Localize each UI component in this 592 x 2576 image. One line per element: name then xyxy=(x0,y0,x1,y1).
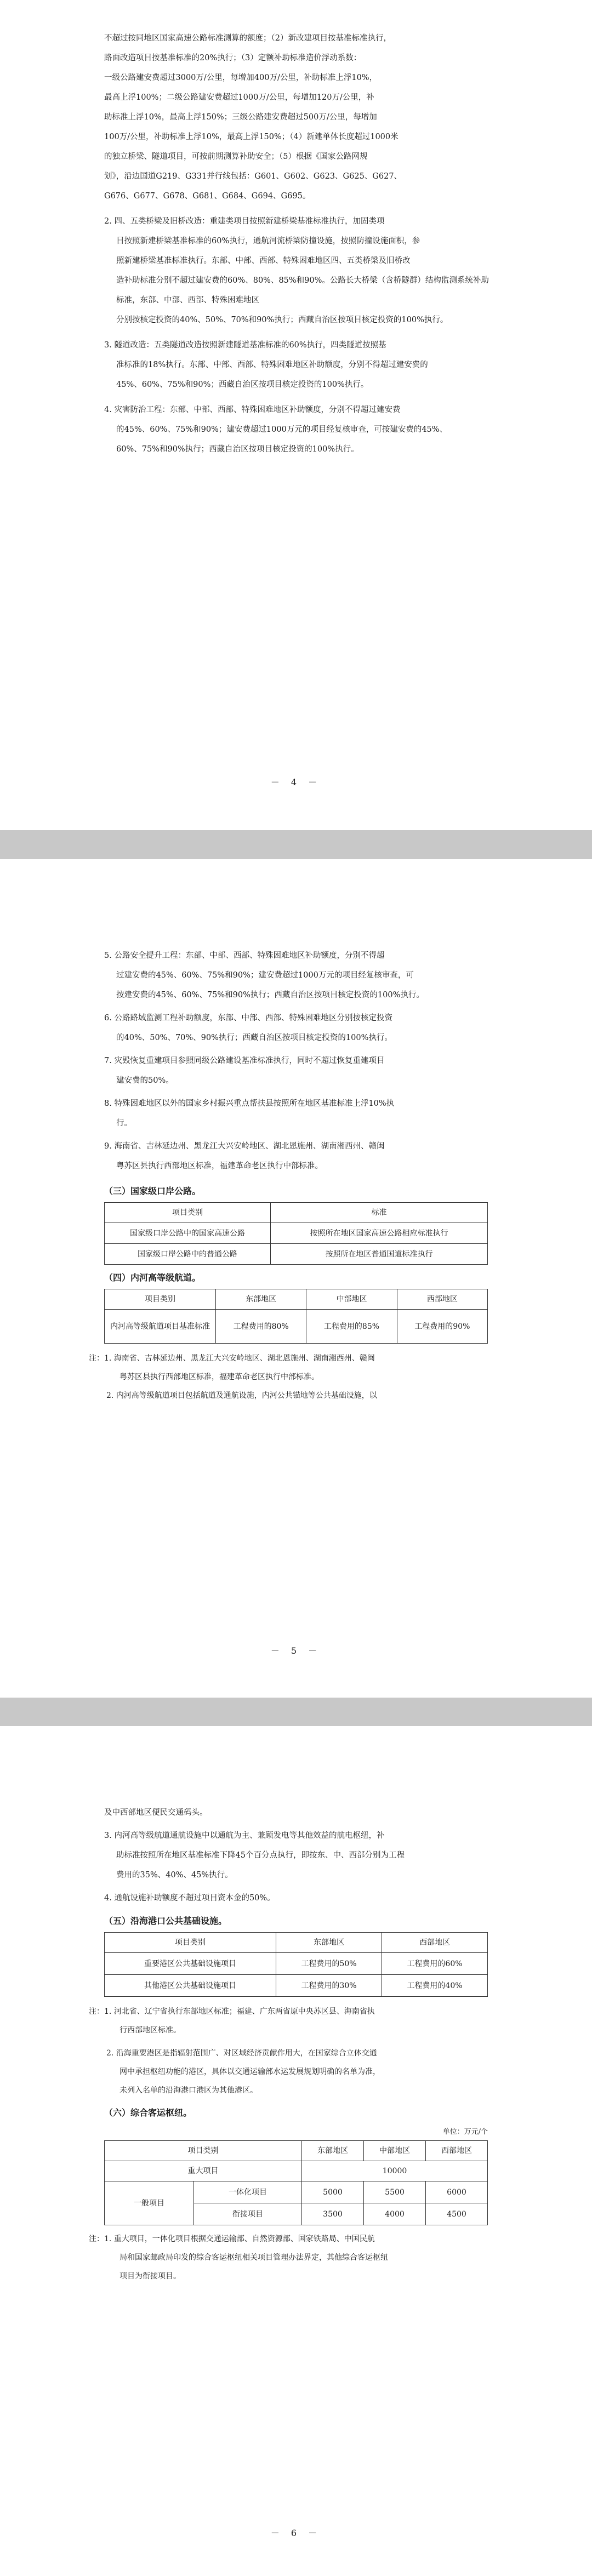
table-cell: 4000 xyxy=(364,2203,426,2225)
text-line: 河北省、辽宁省执行东部地区标准；福建、广东两省原中央苏区县、海南省执 xyxy=(113,2007,375,2016)
table-row xyxy=(105,2181,488,2203)
table-cell: 工程费用的60% xyxy=(382,1953,488,1975)
text-line: 内河高等级航道通航设施中以通航为主、兼顾发电等其他效益的航电枢纽，补 xyxy=(114,1831,385,1840)
table-cell: 国家级口岸公路中的国家高速公路 xyxy=(105,1223,271,1244)
page-number: － 5 － xyxy=(270,1646,322,1656)
text-line: 项目为衔接项目。 xyxy=(119,2272,181,2281)
text-line: 局和国家邮政局印发的综合客运枢纽相关项目管理办法界定，其他综合客运枢纽 xyxy=(119,2253,388,2262)
table-header-cell: 西部地区 xyxy=(426,2141,488,2161)
page-number: － 4 － xyxy=(270,777,322,787)
table-header-cell: 项目类别 xyxy=(105,2141,302,2161)
section-heading: （三）国家级口岸公路。 xyxy=(104,1186,201,1196)
table-notes xyxy=(89,1349,493,1405)
item-number: 4. xyxy=(104,1894,112,1903)
table-row xyxy=(105,1310,488,1344)
note-number: 注：1. xyxy=(89,2007,112,2016)
table-cell: 工程费用的50% xyxy=(276,1953,382,1975)
table-header-cell: 项目类别 xyxy=(105,1289,216,1310)
text-line: 重大项目，一体化项目根据交通运输部、自然资源部、国家铁路局、中国民航 xyxy=(113,2235,375,2243)
page-6-body xyxy=(89,1803,493,2286)
port-road-table xyxy=(104,1202,488,1265)
text-line: 建安费的50%。 xyxy=(116,1076,174,1085)
list-item xyxy=(104,335,493,395)
table-header-cell: 西部地区 xyxy=(397,1289,487,1310)
table-cell: 6000 xyxy=(426,2181,488,2203)
table-cell: 衔接项目 xyxy=(194,2203,302,2225)
table-header-row xyxy=(105,1289,488,1310)
table-header-cell: 东部地区 xyxy=(302,2141,364,2161)
passenger-hub-table xyxy=(104,2140,488,2225)
table-header-cell: 东部地区 xyxy=(276,1933,382,1953)
text-line: 的独立桥梁、隧道项目，可按前期测算补助安全；（5）根据《国家公路网规 xyxy=(104,152,368,161)
table-row xyxy=(105,1244,488,1265)
table-header-cell: 中部地区 xyxy=(364,2141,426,2161)
text-line: 海南省、吉林延边州、黑龙江大兴安岭地区、湖北恩施州、湖南湘西州、赣闽 xyxy=(113,1354,375,1363)
table-notes xyxy=(89,2002,493,2100)
text-line: 四、五类桥梁及旧桥改造：重建类项目按照新建桥梁基准标准执行，加固类项 xyxy=(114,217,385,226)
table-cell: 按照所在地区国家高速公路相应标准执行 xyxy=(271,1223,488,1244)
list-item xyxy=(104,1826,493,1885)
table-cell: 一体化项目 xyxy=(194,2181,302,2203)
table-cell: 工程费用的85% xyxy=(306,1310,397,1344)
table-header-cell: 东部地区 xyxy=(216,1289,306,1310)
text-line: 费用的35%、40%、45%执行。 xyxy=(116,1871,233,1880)
text-line: 内河高等级航道项目包括航道及通航设施，内河公共锚地等公共基础设施，以 xyxy=(116,1391,377,1400)
list-item xyxy=(104,1136,493,1176)
note-number: 2. xyxy=(106,1391,114,1400)
text-line: 行西部地区标准。 xyxy=(119,2026,181,2035)
table-cell: 4500 xyxy=(426,2203,488,2225)
table-cell: 工程费用的30% xyxy=(276,1975,382,1997)
table-row xyxy=(105,1975,488,1997)
text-line: 分别按核定投资的40%、50%、70%和90%执行；西藏自治区按项目核定投资的100%执行。 xyxy=(116,316,448,324)
table-row xyxy=(105,1223,488,1244)
text-line: 60%、75%和90%执行；西藏自治区按项目核定投资的100%执行。 xyxy=(116,445,359,454)
text-line: 划》，沿边国道G219、G331并行线包括：G601、G602、G623、G625、G627、 xyxy=(104,172,402,181)
text-line: 照新建桥梁基准标准执行。东部、中部、西部、特殊困难地区四、五类桥梁及旧桥改 xyxy=(116,256,411,265)
list-item xyxy=(104,946,493,1005)
list-item xyxy=(104,1888,493,1908)
item-number: 6. xyxy=(104,1014,112,1023)
note-number: 注：1. xyxy=(89,2235,112,2243)
text-line: 行。 xyxy=(116,1119,132,1128)
item-number: 5. xyxy=(104,951,112,960)
text-line: 的45%、60%、75%和90%；建安费超过1000万元的项目经复核审查，可按建安费的45%、 xyxy=(116,425,448,434)
page-4-lead-paragraph xyxy=(104,28,493,206)
table-header-row xyxy=(105,1933,488,1953)
list-item xyxy=(104,212,493,330)
list-item xyxy=(104,1094,493,1133)
text-line: 通航设施补助额度不超过项目资本金的50%。 xyxy=(114,1894,275,1903)
table-cell: 工程费用的80% xyxy=(216,1310,306,1344)
table-cell: 工程费用的40% xyxy=(382,1975,488,1997)
table-header-row xyxy=(105,1203,488,1223)
table-header-row xyxy=(105,2141,488,2161)
text-line: 灾害防治工程：东部、中部、西部、特殊困难地区补助额度，分别不得超过建安费 xyxy=(114,405,401,414)
text-line: 助标准上浮10%，最高上浮150%；三级公路建安费超过500万/公里，每增加 xyxy=(104,113,377,122)
table-header-cell: 标准 xyxy=(271,1203,488,1223)
text-line: 灾毁恢复重建项目参照同级公路建设基准标准执行，同时不超过恢复重建项目 xyxy=(114,1056,385,1065)
table-cell: 重要港区公共基础设施项目 xyxy=(105,1953,276,1975)
item-number: 3. xyxy=(104,1831,112,1840)
text-line: 的40%、50%、70%、90%执行；西藏自治区按项目核定投资的100%执行。 xyxy=(116,1033,392,1042)
text-line: G676、G677、G678、G681、G684、G694、G695。 xyxy=(104,192,311,201)
text-line: 粤苏区县执行西部地区标准，福建革命老区执行中部标准。 xyxy=(119,1373,319,1381)
unit-label: 单位：万元/个 xyxy=(442,2128,488,2136)
note-number: 2. xyxy=(106,2049,114,2058)
text-line: 100万/公里，补助标准上浮10%，最高上浮150%；（4）新建单体长度超过1000米 xyxy=(104,133,399,141)
text-line: 路面改造项目按基准标准的20%执行；（3）定额补助标准造价浮动系数： xyxy=(104,54,362,62)
text-line: 按建安费的45%、60%、75%和90%执行；西藏自治区按项目核定投资的100%执行。 xyxy=(116,991,424,999)
page-5-body xyxy=(89,946,493,1405)
section-heading: （五）沿海港口公共基础设施。 xyxy=(104,1916,227,1926)
text-line: 未列入名单的沿海港口港区为其他港区。 xyxy=(119,2086,258,2095)
text-line: 特殊困难地区以外的国家乡村振兴重点帮扶县按照所在地区基准标准上浮10%执 xyxy=(114,1099,395,1108)
item-number: 9. xyxy=(104,1142,112,1151)
text-line: 公路路域监测工程补助额度，东部、中部、西部、特殊困难地区分别按核定投资 xyxy=(114,1014,392,1023)
item-number: 8. xyxy=(104,1099,112,1108)
coastal-port-table xyxy=(104,1932,488,1997)
item-number: 3. xyxy=(104,341,112,350)
text-line: 准标准的18%执行。东部、中部、西部、特殊困难地区补助额度，分别不得超过建安费的 xyxy=(116,361,428,369)
list-item xyxy=(104,400,493,459)
section-heading: （四）内河高等级航道。 xyxy=(104,1272,201,1283)
table-header-cell: 中部地区 xyxy=(306,1289,397,1310)
text-line: 沿海重要港区是指辐射范围广、对区域经济贡献作用大，在国家综合立体交通 xyxy=(116,2049,377,2058)
text-line: 粤苏区县执行西部地区标准，福建革命老区执行中部标准。 xyxy=(116,1162,323,1170)
page-4-body xyxy=(104,28,493,459)
item-number: 7. xyxy=(104,1056,112,1065)
text-line: 最高上浮100%；二级公路建安费超过1000万/公里，每增加120万/公里，补 xyxy=(104,93,374,102)
table-cell: 按照所在地区普通国道标准执行 xyxy=(271,1244,488,1265)
table-cell: 5500 xyxy=(364,2181,426,2203)
text-line: 公路安全提升工程：东部、中部、西部、特殊困难地区补助额度，分别不得超 xyxy=(114,951,385,960)
text-line: 网中承担枢纽功能的港区，具体以交通运输部水运发展规划明确的名单为准， xyxy=(119,2067,380,2076)
document-page-4 xyxy=(0,0,592,830)
inland-waterway-table xyxy=(104,1289,488,1344)
section-heading: （六）综合客运枢纽。 xyxy=(104,2107,192,2118)
table-row xyxy=(105,1953,488,1975)
text-line: 过建安费的45%、60%、75%和90%；建安费超过1000万元的项目经复核审查，可 xyxy=(116,971,414,980)
table-cell: 内河高等级航道项目基准标准 xyxy=(105,1310,216,1344)
table-cell: 一般项目 xyxy=(105,2181,194,2225)
text-line: 助标准按照所在地区基准标准下降45个百分点执行，即按东、中、西部分别为工程 xyxy=(116,1851,405,1860)
note-number: 注：1. xyxy=(89,1354,112,1363)
page-number: － 6 － xyxy=(270,2528,322,2538)
table-cell: 10000 xyxy=(302,2161,488,2181)
document-page-6 xyxy=(0,1726,592,2576)
table-cell: 重大项目 xyxy=(105,2161,302,2181)
text-line: 及中西部地区便民交通码头。 xyxy=(104,1808,208,1817)
table-header-cell: 项目类别 xyxy=(105,1933,276,1953)
item-number: 2. xyxy=(104,217,112,226)
list-item xyxy=(104,1051,493,1090)
table-header-cell: 西部地区 xyxy=(382,1933,488,1953)
table-header-cell: 项目类别 xyxy=(105,1203,271,1223)
table-row xyxy=(105,2161,488,2181)
item-number: 4. xyxy=(104,405,112,414)
text-line: 不超过按同地区国家高速公路标准测算的额度；（2）新改建项目按基准标准执行， xyxy=(104,34,391,43)
text-line: 海南省、吉林延边州、黑龙江大兴安岭地区、湖北恩施州、湖南湘西州、赣闽 xyxy=(114,1142,385,1151)
text-line: 目按照新建桥梁基准标准的60%执行，通航河流桥梁防撞设施，按照防撞设施面积，参 xyxy=(116,237,420,245)
list-item xyxy=(104,1008,493,1048)
table-cell: 工程费用的90% xyxy=(397,1310,487,1344)
table-cell: 其他港区公共基础设施项目 xyxy=(105,1975,276,1997)
text-line: 45%、60%、75%和90%；西藏自治区按项目核定投资的100%执行。 xyxy=(116,380,369,389)
document-page-5 xyxy=(0,859,592,1698)
table-cell: 国家级口岸公路中的普通公路 xyxy=(105,1244,271,1265)
table-cell: 3500 xyxy=(302,2203,364,2225)
text-line: 一级公路建安费超过3000万/公里，每增加400万/公里，补助标准上浮10%， xyxy=(104,73,378,82)
table-notes xyxy=(89,2230,493,2286)
table-cell: 5000 xyxy=(302,2181,364,2203)
text-line: 隧道改造：五类隧道改造按照新建隧道基准标准的60%执行，四类隧道按照基 xyxy=(114,341,386,350)
text-line: 造补助标准分别不超过建安费的60%、80%、85%和90%。公路长大桥梁（含桥隧群）结构监测系统补助标准，东部、中部、西部、特殊困难地区 xyxy=(116,276,489,305)
